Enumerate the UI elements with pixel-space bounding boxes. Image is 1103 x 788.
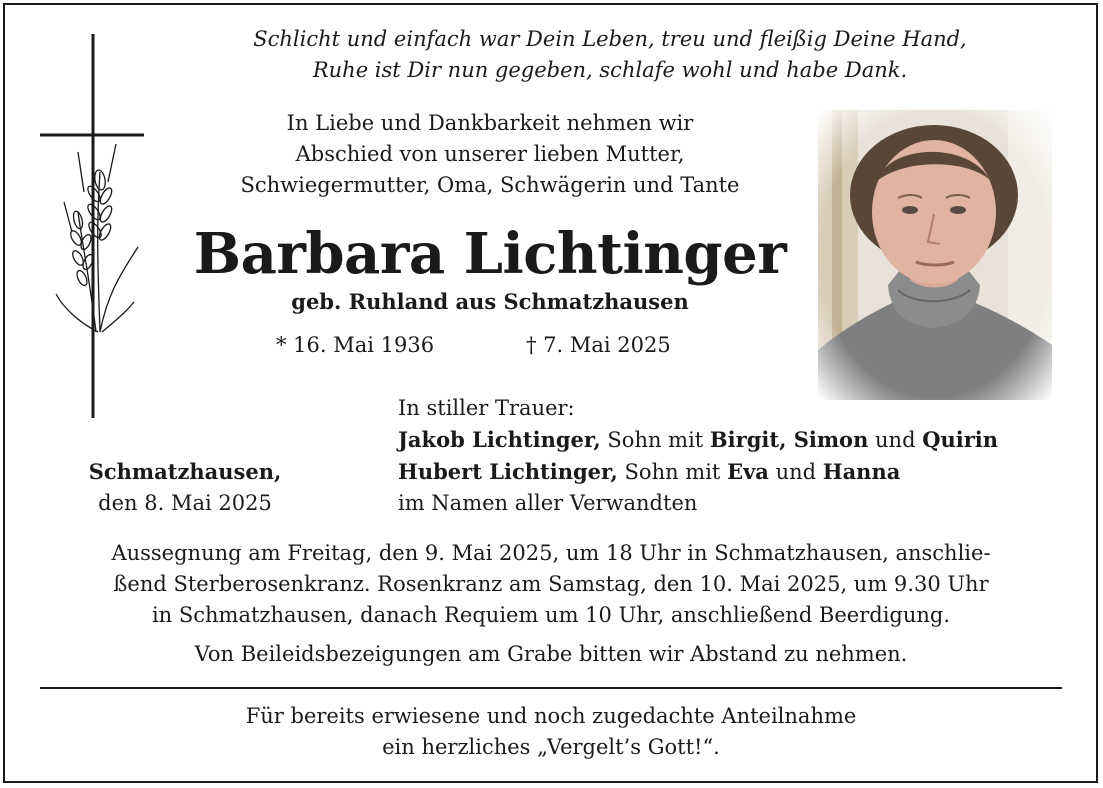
thanks-line: Für bereits erwiesene und noch zugedachte Anteilnahme [245,704,857,728]
place-date-text: den 8. Mai 2025 [98,491,272,515]
cross-with-wheat-icon [38,32,148,422]
mourner-text: Sohn mit [617,460,728,484]
death-date: † 7. Mai 2025 [526,333,671,357]
mourner-name: Quirin [922,427,999,452]
thanks-line: ein herzliches „Vergelt’s Gott!“. [382,735,720,759]
mourner-name: Jakob Lichtinger, [398,427,601,452]
mourner-name: Birgit, Simon [709,427,869,452]
mourner-text: Sohn mit [600,428,710,452]
funeral-line: Aussegnung am Freitag, den 9. Mai 2025, um 18 Uhr in Schmatzhausen, anschlie- [111,541,991,565]
thanks [40,701,1062,763]
divider [40,687,1062,689]
poem-line: Ruhe ist Dir nun gegeben, schlafe wohl und habe Dank. [312,58,908,82]
mourner-text: und [768,460,823,484]
funeral-line: ßend Sterberosenkranz. Rosenkranz am Samstag, den 10. Mai 2025, um 9.30 Uhr [113,572,989,596]
poem [150,24,1070,86]
intro-text [170,108,810,201]
mourner-row [398,456,998,488]
birth-name: geb. Ruhland aus Schmatzhausen [291,289,689,314]
deceased-name: Barbara Lichtinger [193,221,787,287]
funeral-line: in Schmatzhausen, danach Requiem um 10 Uhr, anschließend Beerdigung. [151,603,951,627]
funeral-info [40,538,1062,670]
mourners [398,393,998,519]
condolences-note: Von Beileidsbezeigungen am Grabe bitten wir Abstand zu nehmen. [194,642,908,666]
poem-line: Schlicht und einfach war Dein Leben, treu und fleißig Deine Hand, [253,27,967,51]
place-town: Schmatzhausen, [88,459,282,484]
place-date [70,456,300,519]
mourner-row: im Namen aller Verwandten [398,491,698,515]
intro-line: In Liebe und Dankbarkeit nehmen wir [286,111,694,135]
intro-line: Abschied von unserer lieben Mutter, [295,142,685,166]
mourner-row [398,424,998,456]
mourner-name: Eva [727,459,769,484]
portrait-photo [818,110,1052,400]
birth-date: * 16. Mai 1936 [276,333,435,357]
mourner-name: Hanna [822,459,901,484]
mourner-name: Hubert Lichtinger, [398,459,618,484]
mourner-text: und [868,428,923,452]
mourners-heading: In stiller Trauer: [398,396,575,420]
intro-line: Schwiegermutter, Oma, Schwägerin und Tante [240,173,740,197]
